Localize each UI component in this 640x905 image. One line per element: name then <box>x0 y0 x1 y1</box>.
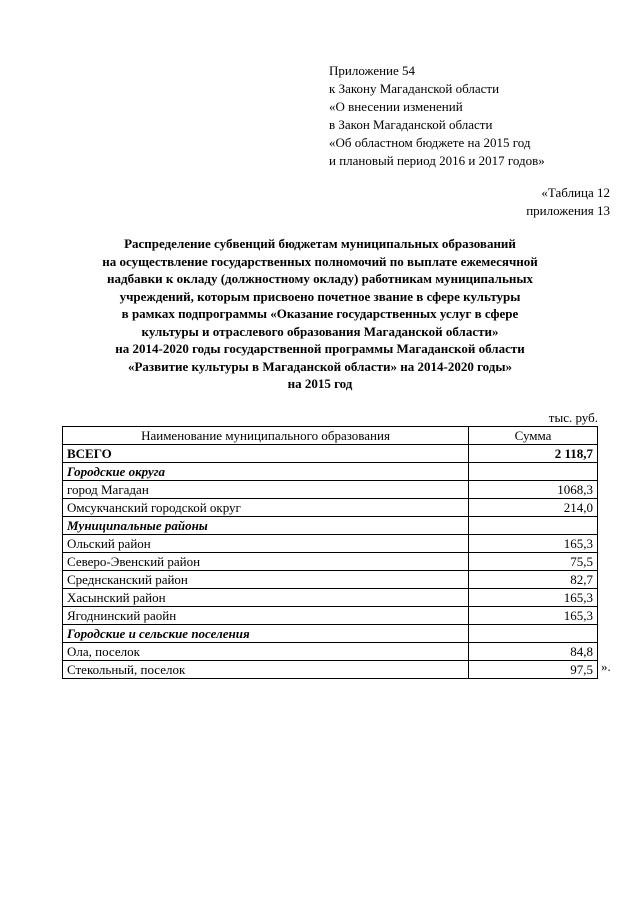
row-name: Хасынский район <box>63 589 469 607</box>
title-line: на 2014-2020 годы государственной программы Магаданской области <box>115 341 525 356</box>
units-label: тыс. руб. <box>548 410 598 425</box>
table-row <box>63 571 598 589</box>
section-row-municipal-districts <box>63 517 598 535</box>
title-line: надбавки к окладу (должностному окладу) работникам муниципальных <box>107 271 533 286</box>
row-sum: 165,3 <box>469 535 598 553</box>
row-sum: 75,5 <box>469 553 598 571</box>
table-row <box>63 499 598 517</box>
title-line: учреждений, которым присвоено почетное звание в сфере культуры <box>119 288 521 304</box>
table-row <box>63 553 598 571</box>
subsidy-table <box>62 426 598 679</box>
section-row-settlements <box>63 625 598 643</box>
row-name: Стекольный, поселок <box>63 661 469 679</box>
section-title: Городские округа <box>63 463 469 481</box>
appendix-block <box>329 62 545 170</box>
header-sum-cell: Сумма <box>469 427 598 445</box>
appendix-line: и плановый период 2016 и 2017 годов» <box>329 153 545 168</box>
section-empty-cell <box>469 517 598 535</box>
title-line: в рамках подпрограммы «Оказание государственных услуг в сфере <box>121 306 519 321</box>
row-name: Среднсканский район <box>63 571 469 589</box>
title-line: Распределение субвенций бюджетам муниципальных образований <box>124 236 516 251</box>
header-name-cell: Наименование муниципального образования <box>63 427 469 445</box>
title-line: на 2015 год <box>287 376 353 391</box>
table-reference <box>526 184 610 220</box>
table-row <box>63 607 598 625</box>
row-sum: 165,3 <box>469 589 598 607</box>
total-value: 2 118,7 <box>469 445 598 463</box>
title-line: «Развитие культуры в Магаданской области» на 2014-2020 годы» <box>127 358 513 374</box>
row-sum: 165,3 <box>469 607 598 625</box>
section-empty-cell <box>469 625 598 643</box>
closing-quote-mark: ». <box>601 659 611 674</box>
row-name: город Магадан <box>63 481 469 499</box>
row-name: Ола, поселок <box>63 643 469 661</box>
table-header-row <box>63 427 598 445</box>
table-ref-line: приложения 13 <box>526 203 610 218</box>
section-title: Городские и сельские поселения <box>63 625 469 643</box>
row-sum: 82,7 <box>469 571 598 589</box>
table-row <box>63 589 598 607</box>
row-sum: 84,8 <box>469 643 598 661</box>
row-sum: 1068,3 <box>469 481 598 499</box>
row-name: Омсукчанский городской округ <box>63 499 469 517</box>
appendix-line: Приложение 54 <box>329 63 416 78</box>
table-row <box>63 481 598 499</box>
row-name: Северо-Эвенский район <box>63 553 469 571</box>
row-name: Ягоднинский раойн <box>63 607 469 625</box>
table-row <box>63 535 598 553</box>
total-label: ВСЕГО <box>63 445 469 463</box>
document-title <box>40 235 600 393</box>
row-sum: 97,5 <box>469 661 598 679</box>
table-row <box>63 643 598 661</box>
appendix-line: «Об областном бюджете на 2015 год <box>329 135 531 150</box>
section-title: Муниципальные районы <box>63 517 469 535</box>
appendix-line: «О внесении изменений <box>329 99 463 114</box>
title-line: культуры и отраслевого образования Магаданской области» <box>141 323 499 339</box>
table-row <box>63 661 598 679</box>
title-line: на осуществление государственных полномочий по выплате ежемесячной <box>102 253 538 269</box>
appendix-line: к Закону Магаданской области <box>329 81 500 96</box>
table-ref-line: «Таблица 12 <box>541 185 610 200</box>
total-row <box>63 445 598 463</box>
row-sum: 214,0 <box>469 499 598 517</box>
section-empty-cell <box>469 463 598 481</box>
appendix-line: в Закон Магаданской области <box>329 117 493 132</box>
section-row-city-districts <box>63 463 598 481</box>
row-name: Ольский район <box>63 535 469 553</box>
